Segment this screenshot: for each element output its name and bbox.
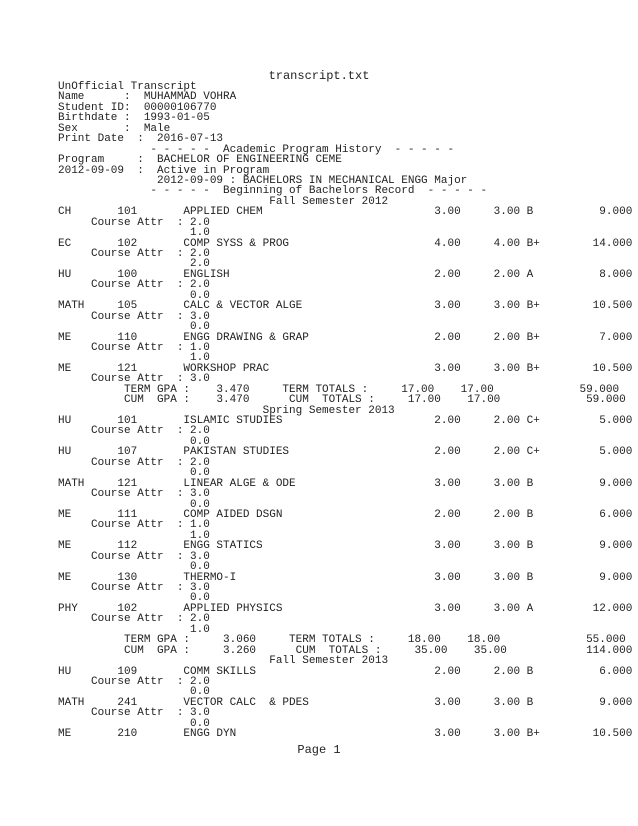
transcript-line: PHY 102 APPLIED PHYSICS 3.00 3.00 A 12.000 bbox=[58, 602, 633, 615]
transcript-line: HU 101 ISLAMIC STUDIES 2.00 2.00 C+ 5.000 bbox=[58, 415, 633, 427]
transcript-line: ME 110 ENGG DRAWING & GRAP 2.00 2.00 B+ 7.000 bbox=[58, 331, 633, 344]
transcript-line: Fall Semester 2013 bbox=[58, 655, 389, 668]
transcript-line: 2012-09-09 : BACHELORS IN MECHANICAL ENGG Major bbox=[58, 174, 468, 187]
transcript-line: EC 102 COMP SYSS & PROG 4.00 4.00 B+ 14.000 bbox=[58, 237, 633, 250]
transcript-line: 0.0 bbox=[58, 561, 210, 574]
transcript-line: Course Attr : 3.0 bbox=[58, 550, 210, 563]
transcript-line: ME 210 ENGG DYN 3.00 3.00 B+ 10.500 bbox=[58, 728, 633, 741]
transcript-line: 1.0 bbox=[58, 529, 210, 542]
transcript-line: Sex : Male bbox=[58, 122, 171, 135]
transcript-line: 0.0 bbox=[58, 321, 210, 334]
transcript-line: Course Attr : 1.0 bbox=[58, 341, 210, 354]
transcript-line: 0.0 bbox=[58, 686, 210, 699]
transcript-line: Student ID: 00000106770 bbox=[58, 101, 217, 114]
page-number: Page 1 bbox=[297, 743, 341, 757]
transcript-line: HU 100 ENGLISH 2.00 2.00 A 8.000 bbox=[58, 268, 633, 281]
transcript-line: Course Attr : 2.0 bbox=[58, 216, 210, 229]
transcript-line: Course Attr : 2.0 bbox=[58, 279, 210, 292]
transcript-line: 0.0 bbox=[58, 435, 210, 448]
transcript-line: 1.0 bbox=[58, 227, 210, 240]
transcript-line: 0.0 bbox=[58, 498, 210, 511]
transcript-line: 2.0 bbox=[58, 258, 210, 271]
transcript-line: ME 130 THERMO-I 3.00 3.00 B 9.000 bbox=[58, 571, 633, 584]
transcript-line: CH 101 APPLIED CHEM 3.00 3.00 B 9.000 bbox=[58, 206, 633, 219]
transcript-line: TERM GPA : 3.060 TERM TOTALS : 18.00 18.00 55.000 bbox=[58, 634, 626, 647]
transcript-line: HU 109 COMM SKILLS 2.00 2.00 B 6.000 bbox=[58, 665, 633, 678]
transcript-line: Name : MUHAMMAD VOHRA bbox=[58, 91, 237, 104]
transcript-line: TERM GPA : 3.470 TERM TOTALS : 17.00 17.00 59.000 bbox=[58, 383, 620, 396]
transcript-line: MATH 241 VECTOR CALC & PDES 3.00 3.00 B 9.000 bbox=[58, 696, 633, 709]
transcript-line: ME 111 COMP AIDED DSGN 2.00 2.00 B 6.000 bbox=[58, 508, 633, 521]
transcript-line: Print Date : 2016-07-13 bbox=[58, 133, 224, 146]
transcript-line: 0.0 bbox=[58, 467, 210, 480]
transcript-line: Course Attr : 3.0 bbox=[58, 373, 210, 386]
transcript-line: - - - - - Academic Program History - - - - - bbox=[58, 143, 455, 156]
transcript-line: HU 107 PAKISTAN STUDIES 2.00 2.00 C+ 5.000 bbox=[58, 446, 633, 459]
transcript-line: Course Attr : 3.0 bbox=[58, 707, 210, 720]
transcript-line: Course Attr : 2.0 bbox=[58, 248, 210, 260]
document-title: transcript.txt bbox=[268, 69, 370, 83]
transcript-line: 2012-09-09 : Active in Program bbox=[58, 164, 270, 177]
transcript-line: MATH 105 CALC & VECTOR ALGE 3.00 3.00 B+ 10.500 bbox=[58, 300, 633, 313]
transcript-line: Course Attr : 2.0 bbox=[58, 425, 210, 438]
transcript-line: Course Attr : 3.0 bbox=[58, 488, 210, 501]
transcript-line: UnOfficial Transcript bbox=[58, 81, 197, 93]
transcript-line: Program : BACHELOR OF ENGINEERING CEME bbox=[58, 154, 342, 167]
transcript-line: CUM GPA : 3.260 CUM TOTALS : 35.00 35.00 114.000 bbox=[58, 644, 633, 657]
transcript-line: Course Attr : 2.0 bbox=[58, 456, 210, 469]
transcript-line: 0.0 bbox=[58, 592, 210, 605]
transcript-line: Fall Semester 2012 bbox=[58, 195, 389, 208]
transcript-line: 1.0 bbox=[58, 623, 210, 636]
transcript-line: Course Attr : 3.0 bbox=[58, 310, 210, 323]
transcript-line: 1.0 bbox=[58, 352, 210, 365]
transcript-line: Birthdate : 1993-01-05 bbox=[58, 112, 210, 125]
transcript-line: Course Attr : 2.0 bbox=[58, 613, 210, 626]
transcript-line: 0.0 bbox=[58, 289, 210, 302]
transcript-line: CUM GPA : 3.470 CUM TOTALS : 17.00 17.00 59.000 bbox=[58, 394, 626, 407]
transcript-line: Course Attr : 1.0 bbox=[58, 519, 210, 532]
transcript-line: - - - - - Beginning of Bachelors Record - - - - - bbox=[58, 185, 488, 198]
transcript-line: ME 112 ENGG STATICS 3.00 3.00 B 9.000 bbox=[58, 540, 633, 553]
transcript-line: MATH 121 LINEAR ALGE & ODE 3.00 3.00 B 9.000 bbox=[58, 477, 633, 490]
transcript-line: Course Attr : 3.0 bbox=[58, 582, 210, 594]
transcript-line: Spring Semester 2013 bbox=[58, 404, 395, 417]
transcript-body bbox=[58, 82, 632, 740]
transcript-line: ME 121 WORKSHOP PRAC 3.00 3.00 B+ 10.500 bbox=[58, 362, 633, 375]
transcript-line: 0.0 bbox=[58, 717, 210, 730]
transcript-line: Course Attr : 2.0 bbox=[58, 675, 210, 688]
